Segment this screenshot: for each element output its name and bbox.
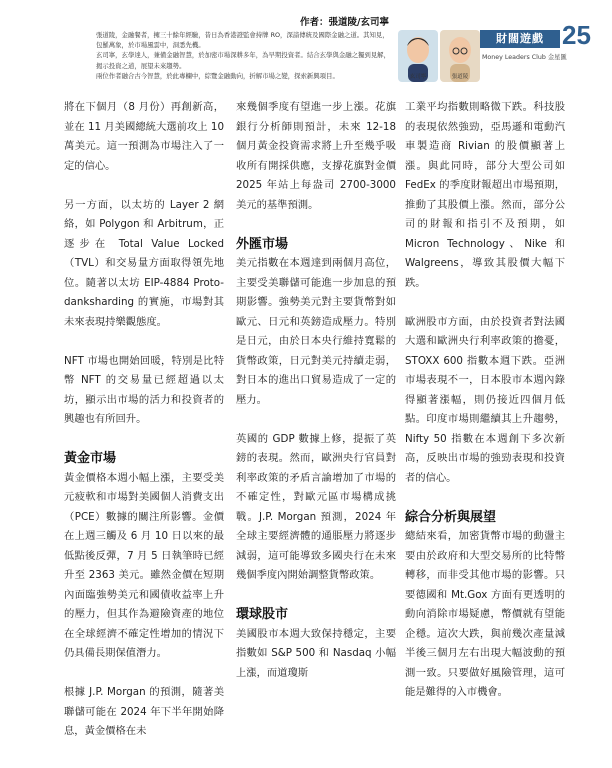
- paragraph: 英國的 GDP 數據上修，提振了英鎊的表現。然而，歐洲央行官員對利率政策的矛盾言論增加了市場的不確定性，對歐元區市場構成挑戰。J.P. Morgan 預測，2024 年全球主要經濟體的通脹壓力將逐步減弱，這可能導致多國央行在未來幾個季度內開始調整貨幣政策。: [236, 432, 396, 581]
- paragraph: 工業平均指數則略微下跌。科技股的表現依然強勁，亞馬遜和電動汽車製造商 Rivian 的股價顯著上漲。與此同時，部分大型公司如 FedEx 的季度財報超出市場預期，推動了其股價上漲。然而，部分公司的財報和指引不及預期，如 Micron Technology、Nike 和 Walgreens，導致其股價大幅下跌。: [405, 101, 565, 289]
- article-column-1: [64, 98, 224, 761]
- section-heading: 環球股市: [236, 607, 289, 622]
- section-title: 財闊遊戲: [496, 32, 544, 45]
- paragraph: 歐洲股市方面，由於投資者對法國大選和歐洲央行利率政策的擔憂，STOXX 600 指數本週下跌。亞洲市場表現不一，日本股市本週內錄得顯著漲幅，則仍接近四個月低點。印度市場則繼續其上升趨勢，Nifty 50 指數在本週創下多次新高，反映出市場的強勁表現和投資者的信心。: [405, 315, 565, 484]
- club-name: Money Leaders Club 金星匯: [482, 54, 567, 61]
- page-number: 25: [562, 20, 591, 50]
- paragraph: 黃金價格本週小幅上漲，主要受美元疲軟和市場對美國個人消費支出（PCE）數據的關注所影響。金價在上週三觸及 6 月 10 日以來的最低點後反彈，7 月 5 日執筆時已經升至 2363 美元。雖然金價在短期內面臨強勢美元和國債收益率上升的壓力，但其作為避險資產的地位在全球經濟不確定性增加的情況下仍具備長期保值潛力。: [64, 471, 224, 659]
- section-heading: 黃金市場: [64, 451, 117, 466]
- paragraph: NFT 市場也開始回暖，特別是比特幣 NFT 的交易量已經超過以太坊，顯示出市場的活力和投資者的興趣也有所回升。: [64, 354, 224, 425]
- section-heading: 綜合分析與展望: [405, 509, 497, 525]
- paragraph: 將在下個月（8 月份）再創新高，並在 11 月美國總統大選前攻上 10 萬美元。這一預測為市場注入了一定的信心。: [64, 101, 224, 172]
- bio-line: 張道陵，金融餐者，擁三十餘年經驗，昔日為香港證監會持牌 RO，深諳傳統及國際金融之道。其知見，包羅萬象，於市場風雲中，洞悉先機。: [96, 31, 389, 50]
- article-column-2: [236, 98, 396, 703]
- section-heading: 外匯市場: [236, 236, 289, 252]
- avatar: [440, 30, 480, 82]
- article-column-3: [405, 98, 565, 722]
- bio-line: 玄司寧，玄學達人，兼備金融智慧，於加密市場深耕多年，為早期投資者。結合玄學與金融之獨到見解，揭示投資之道，展望未來趨勢。: [96, 51, 390, 70]
- paragraph: 美元指數在本週達到兩個月高位，主要受美聯儲可能進一步加息的預期影響。強勢美元對主要貨幣對如歐元、日元和英鎊造成壓力。特別是日元，由於日本央行維持寬鬆的貨幣政策，日元對美元持續走弱，對日本的進出口貿易造成了一定的壓力。: [236, 257, 396, 406]
- paragraph: 總結來看，加密貨幣市場的動盪主要由於政府和大型交易所的比特幣轉移，而非受其他市場的影響。只要德國和 Mt.Gox 方面有更透明的動向消除市場疑慮，幣價就有望能企穩。這次大跌，與前幾次產量減半後三個月左右出現大幅波動的預測一致。只要做好風險管理，這可能是難得的入市機會。: [405, 530, 565, 698]
- avatar-caption: 玄司寧: [409, 74, 427, 80]
- author-bio: [96, 30, 392, 81]
- avatar: [398, 30, 438, 82]
- avatar-caption: 張道陵: [451, 74, 469, 80]
- paragraph: 來幾個季度有望進一步上漲。花旗銀行分析師則預計，未來 12-18 個月黃金投資需求將上升至幾乎吸收所有開採供應，支撐花旗對金價 2025 年站上每盎司 2700-3000 美元的基準預測。: [236, 101, 396, 211]
- paragraph: 根據 J.P. Morgan 的預測，隨著美聯儲可能在 2024 年下半年開始降息，黃金價格在未: [64, 686, 224, 737]
- page-header: [0, 0, 612, 96]
- paragraph: 另一方面，以太坊的 Layer 2 網絡，如 Polygon 和 Arbitrum，正逐步在 Total Value Locked（TVL）和交易量方面取得領先地位。隨著以太坊 EIP-4884 Proto-danksharding 的實施，市場對其未來表現持樂觀態度。: [64, 198, 224, 328]
- author-line: 作者：張道陵/玄司寧: [300, 17, 389, 28]
- bio-line: 兩位作者融合古今智慧，於此專欄中，綜覽金融動向，折解市場之變，探索新興項目。: [96, 71, 339, 80]
- paragraph: 美國股市本週大致保持穩定，主要指數如 S&P 500 和 Nasdaq 小幅上漲，而道瓊斯: [236, 627, 396, 679]
